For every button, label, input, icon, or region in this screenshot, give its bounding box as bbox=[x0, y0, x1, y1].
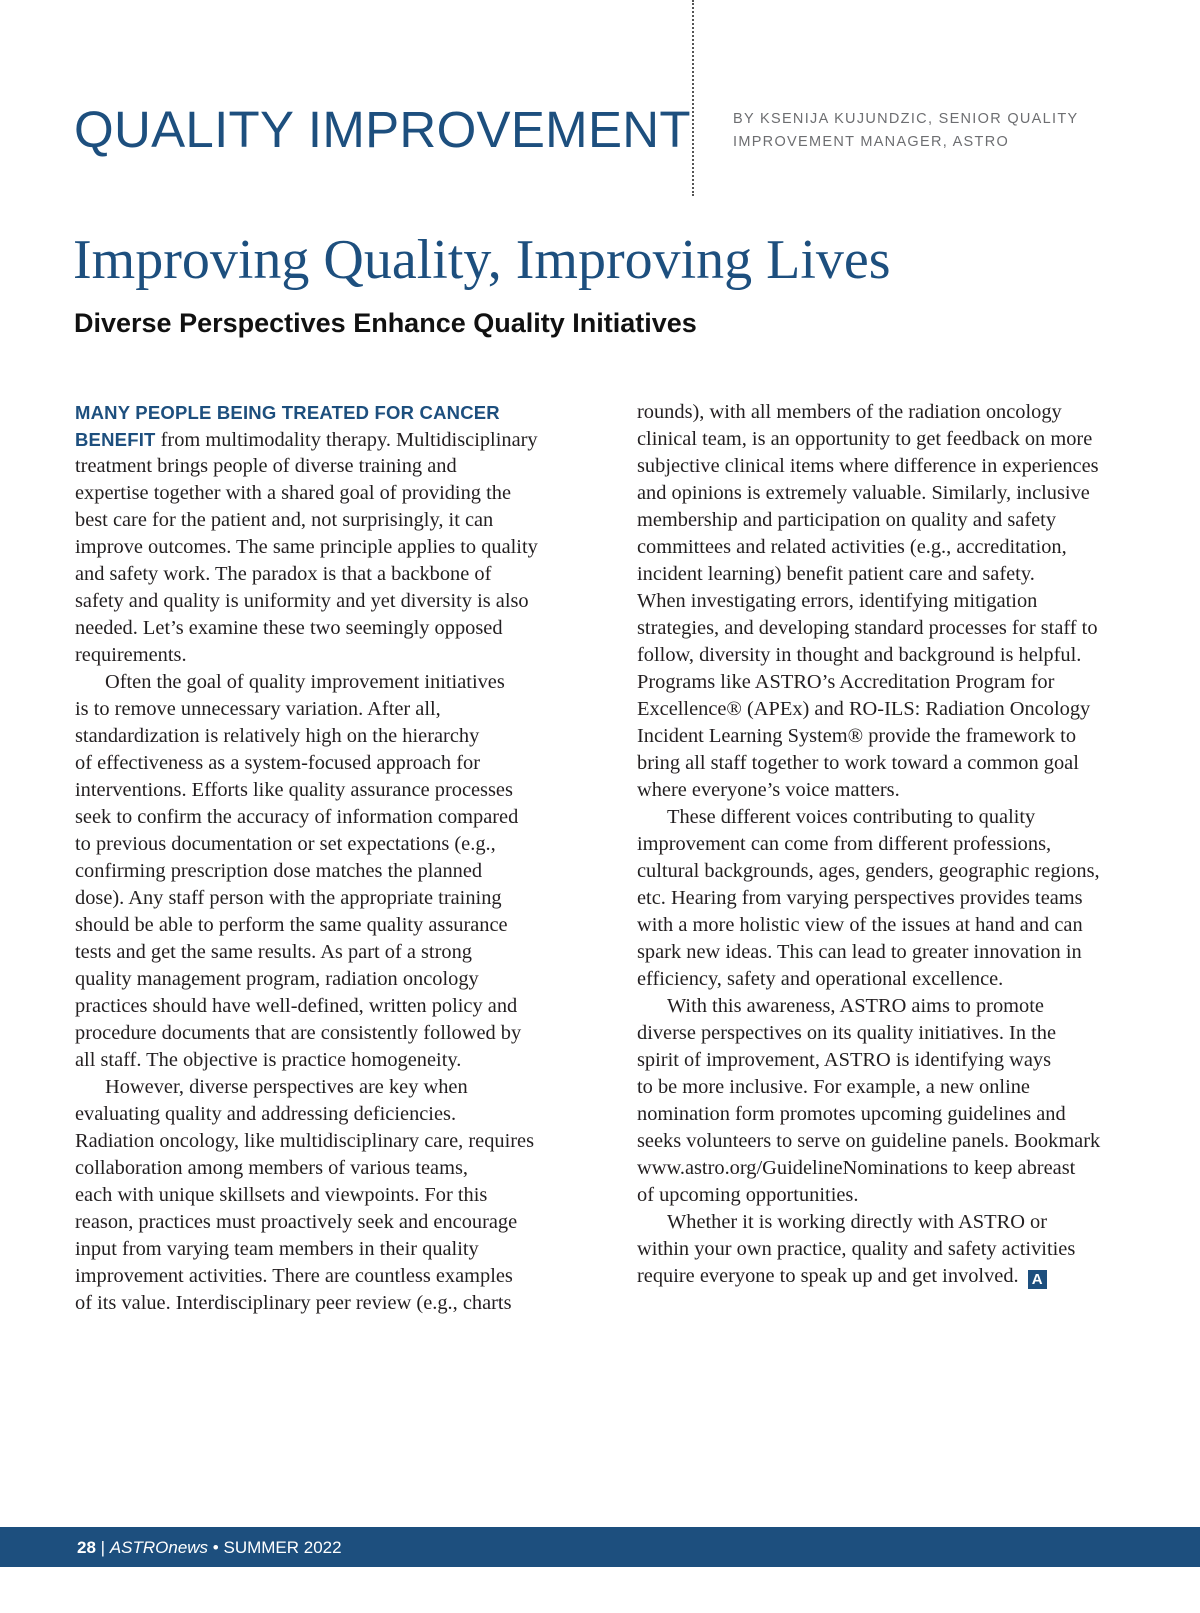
body-line: reason, practices must proactively seek and encourage bbox=[75, 1211, 518, 1233]
section-title: QUALITY IMPROVEMENT bbox=[74, 101, 691, 158]
body-line: nomination form promotes upcoming guidelines and bbox=[637, 1103, 1066, 1125]
body-line: should be able to perform the same quality assurance bbox=[75, 914, 508, 936]
body-line: collaboration among members of various teams, bbox=[75, 1157, 468, 1179]
body-line: within your own practice, quality and safety activities bbox=[637, 1238, 1076, 1260]
astro-end-mark-icon: A bbox=[1028, 1270, 1047, 1289]
body-line: interventions. Efforts like quality assurance processes bbox=[75, 779, 513, 801]
body-line: all staff. The objective is practice homogeneity. bbox=[75, 1049, 462, 1071]
body-line: subjective clinical items where difference in experiences bbox=[637, 455, 1099, 477]
body-line: expertise together with a shared goal of providing the bbox=[75, 482, 511, 504]
body-line: Excellence® (APEx) and RO-ILS: Radiation Oncology bbox=[637, 698, 1091, 720]
footer-bullet: • bbox=[212, 1538, 219, 1557]
article-headline: Improving Quality, Improving Lives bbox=[73, 229, 891, 291]
left-column bbox=[75, 399, 575, 1317]
body-line: When investigating errors, identifying mitigation bbox=[637, 590, 1038, 612]
body-line: to previous documentation or set expectations (e.g., bbox=[75, 833, 496, 855]
byline-line: IMPROVEMENT MANAGER, ASTRO bbox=[733, 134, 1010, 150]
magazine-name: ASTROnews bbox=[109, 1538, 209, 1557]
issue-label: SUMMER 2022 bbox=[223, 1538, 342, 1557]
body-line: membership and participation on quality and safety bbox=[637, 509, 1057, 531]
footer-text bbox=[77, 1538, 342, 1558]
body-line: procedure documents that are consistently followed by bbox=[75, 1022, 522, 1044]
body-line: improvement activities. There are countless examples bbox=[75, 1265, 513, 1287]
lead-in-line bbox=[75, 399, 575, 426]
body-line: and safety work. The paradox is that a backbone of bbox=[75, 563, 492, 585]
body-line: best care for the patient and, not surprisingly, it can bbox=[75, 509, 494, 531]
body-line: spirit of improvement, ASTRO is identifying ways bbox=[637, 1049, 1052, 1071]
lead-in: BENEFIT bbox=[75, 429, 156, 450]
body-line bbox=[637, 1263, 1137, 1290]
body-line: improvement can come from different professions, bbox=[637, 833, 1052, 855]
body-line: bring all staff together to work toward a common goal bbox=[637, 752, 1079, 774]
body-line: efficiency, safety and operational excellence. bbox=[637, 968, 1004, 990]
body-line: evaluating quality and addressing deficiencies. bbox=[75, 1103, 457, 1125]
body-text: require everyone to speak up and get involved. bbox=[637, 1265, 1019, 1287]
body-line: input from varying team members in their quality bbox=[75, 1238, 479, 1260]
lead-in: MANY PEOPLE BEING TREATED FOR CANCER bbox=[75, 402, 500, 423]
body-line: strategies, and developing standard processes for staff to bbox=[637, 617, 1098, 639]
body-line: rounds), with all members of the radiation oncology bbox=[637, 401, 1062, 423]
body-line: Often the goal of quality improvement initiatives bbox=[105, 671, 505, 693]
body-line bbox=[75, 426, 575, 453]
body-line: of effectiveness as a system-focused approach for bbox=[75, 752, 481, 774]
body-line: to be more inclusive. For example, a new online bbox=[637, 1076, 1030, 1098]
body-line: incident learning) benefit patient care and safety. bbox=[637, 563, 1035, 585]
body-line: of its value. Interdisciplinary peer review (e.g., charts bbox=[75, 1292, 512, 1314]
body-line: dose). Any staff person with the appropriate training bbox=[75, 887, 502, 909]
body-line: tests and get the same results. As part of a strong bbox=[75, 941, 472, 963]
body-line: seeks volunteers to serve on guideline panels. Bookmark bbox=[637, 1130, 1101, 1152]
body-line: is to remove unnecessary variation. After all, bbox=[75, 698, 441, 720]
byline bbox=[733, 108, 1078, 154]
body-line: with a more holistic view of the issues at hand and can bbox=[637, 914, 1083, 936]
body-line: of upcoming opportunities. bbox=[637, 1184, 859, 1206]
body-line: treatment brings people of diverse training and bbox=[75, 455, 457, 477]
body-line: and opinions is extremely valuable. Similarly, inclusive bbox=[637, 482, 1090, 504]
body-line: These different voices contributing to quality bbox=[667, 806, 1036, 828]
body-line: etc. Hearing from varying perspectives provides teams bbox=[637, 887, 1083, 909]
body-line: With this awareness, ASTRO aims to promote bbox=[667, 995, 1044, 1017]
body-line: spark new ideas. This can lead to greater innovation in bbox=[637, 941, 1082, 963]
body-line: follow, diversity in thought and background is helpful. bbox=[637, 644, 1082, 666]
body-line: Incident Learning System® provide the framework to bbox=[637, 725, 1077, 747]
body-line: where everyone’s voice matters. bbox=[637, 779, 900, 801]
body-line: committees and related activities (e.g., accreditation, bbox=[637, 536, 1067, 558]
body-line: Programs like ASTRO’s Accreditation Program for bbox=[637, 671, 1055, 693]
body-line: cultural backgrounds, ages, genders, geographic regions, bbox=[637, 860, 1100, 882]
article-subheadline: Diverse Perspectives Enhance Quality Initiatives bbox=[74, 308, 697, 338]
right-column bbox=[637, 399, 1137, 1290]
body-line: requirements. bbox=[75, 644, 187, 666]
body-line: clinical team, is an opportunity to get feedback on more bbox=[637, 428, 1093, 450]
body-line: diverse perspectives on its quality initiatives. In the bbox=[637, 1022, 1057, 1044]
page-number: 28 bbox=[77, 1538, 96, 1557]
header-divider bbox=[692, 0, 694, 196]
footer-separator: | bbox=[100, 1538, 106, 1557]
body-line: safety and quality is uniformity and yet diversity is also bbox=[75, 590, 529, 612]
body-line: www.astro.org/GuidelineNominations to keep abreast bbox=[637, 1157, 1076, 1179]
body-line: standardization is relatively high on the hierarchy bbox=[75, 725, 480, 747]
body-line: practices should have well-defined, written policy and bbox=[75, 995, 518, 1017]
body-line: quality management program, radiation oncology bbox=[75, 968, 479, 990]
body-line: improve outcomes. The same principle applies to quality bbox=[75, 536, 538, 558]
body-text: from multimodality therapy. Multidisciplinary bbox=[155, 429, 538, 451]
body-line: Radiation oncology, like multidisciplinary care, requires bbox=[75, 1130, 535, 1152]
body-line: Whether it is working directly with ASTRO or bbox=[667, 1211, 1048, 1233]
byline-line: BY KSENIJA KUJUNDZIC, SENIOR QUALITY bbox=[733, 111, 1079, 127]
body-line: each with unique skillsets and viewpoints. For this bbox=[75, 1184, 488, 1206]
body-line: seek to confirm the accuracy of information compared bbox=[75, 806, 519, 828]
body-line: confirming prescription dose matches the planned bbox=[75, 860, 483, 882]
body-line: However, diverse perspectives are key when bbox=[105, 1076, 468, 1098]
body-line: needed. Let’s examine these two seemingly opposed bbox=[75, 617, 503, 639]
